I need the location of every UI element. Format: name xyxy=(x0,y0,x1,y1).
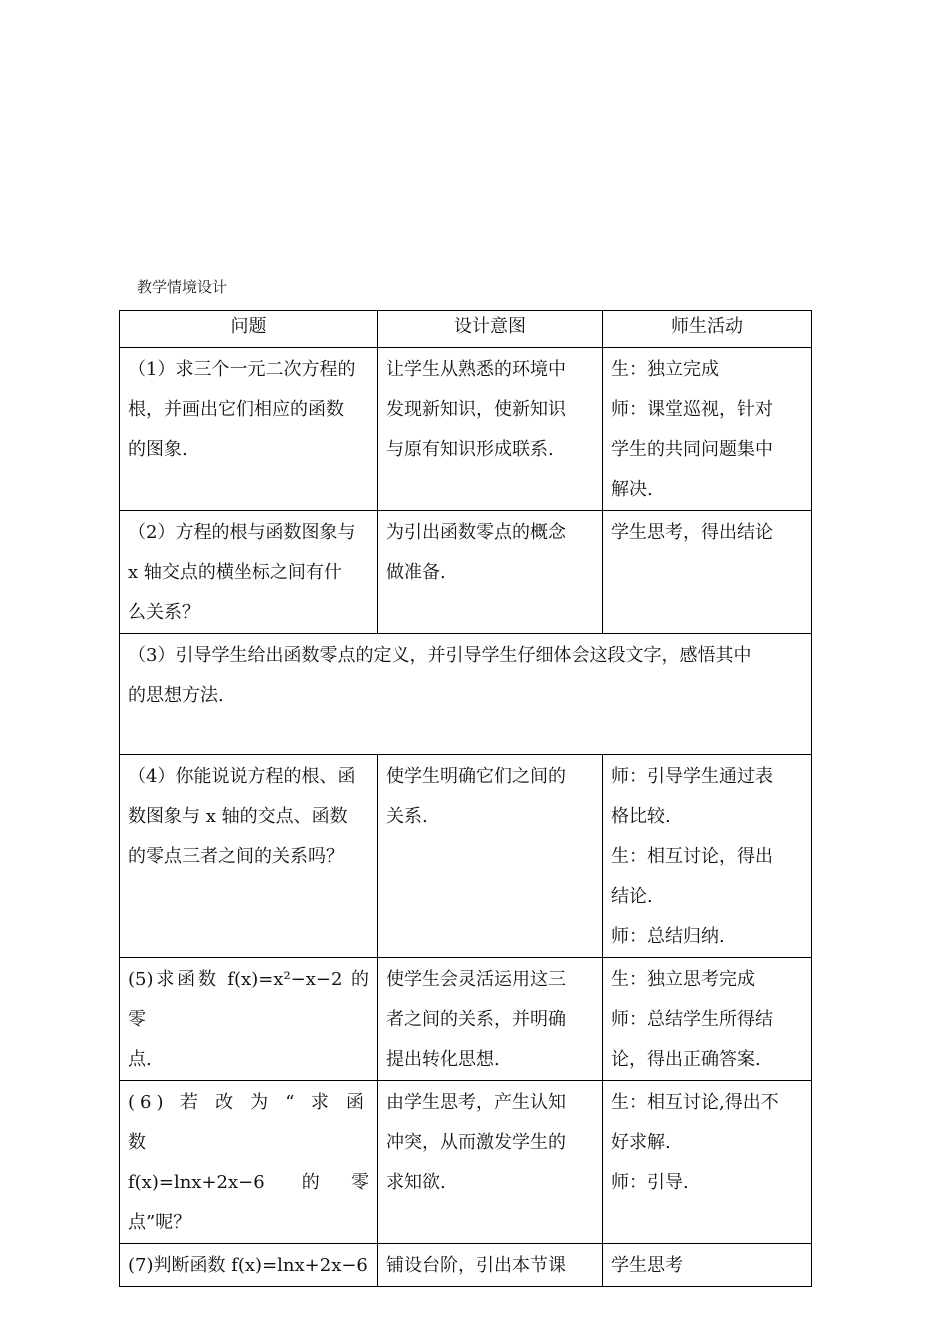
question-line: 的零点三者之间的关系吗？ xyxy=(128,846,344,867)
activity-line: 生：相互讨论,得出不 xyxy=(611,1092,779,1113)
activity-line: 师：引导. xyxy=(611,1172,689,1193)
question-line: （4）你能说说方程的根、函 xyxy=(128,766,356,787)
question-line: （1）求三个一元二次方程的 xyxy=(128,359,356,380)
activity-cell xyxy=(603,348,812,511)
intent-line: 铺设台阶，引出本节课 xyxy=(386,1255,566,1276)
question-cell xyxy=(120,958,378,1081)
activity-line: 师：引导学生通过表 xyxy=(611,766,773,787)
question-line: f(x)=lnx+2x−6 的零点”呢？ xyxy=(128,1172,369,1233)
table-row xyxy=(120,958,812,1081)
intent-line: 冲突，从而激发学生的 xyxy=(386,1132,566,1153)
table-row xyxy=(120,1244,812,1287)
intent-line: 由学生思考，产生认知 xyxy=(386,1092,566,1113)
header-intent: 设计意图 xyxy=(378,311,603,348)
question-cell xyxy=(120,1081,378,1244)
activity-line: 师：课堂巡视，针对 xyxy=(611,399,773,420)
activity-line: 论，得出正确答案. xyxy=(611,1049,761,1070)
intent-line: 关系. xyxy=(386,806,428,827)
intent-line: 者之间的关系，并明确 xyxy=(386,1009,566,1030)
section-caption: 教学情境设计 xyxy=(137,278,228,296)
activity-line: 学生的共同问题集中 xyxy=(611,439,773,460)
activity-line: 生：独立完成 xyxy=(611,359,719,380)
activity-line: 学生思考，得出结论 xyxy=(611,522,773,543)
activity-line: 师：总结归纳. xyxy=(611,926,725,947)
intent-cell xyxy=(378,755,603,958)
question-cell xyxy=(120,1244,378,1287)
intent-cell xyxy=(378,958,603,1081)
question-cell xyxy=(120,511,378,634)
intent-line: 求知欲. xyxy=(386,1172,446,1193)
question-line: 么关系？ xyxy=(128,602,200,623)
question-line: （2）方程的根与函数图象与 xyxy=(128,522,356,543)
teaching-design-table xyxy=(119,310,812,1287)
intent-line: 使学生明确它们之间的 xyxy=(386,766,566,787)
question-line: 数图象与 x 轴的交点、函数 xyxy=(128,806,348,827)
intent-cell xyxy=(378,1244,603,1287)
question-line: (5)求函数 f(x)=x²−x−2 的零 xyxy=(128,969,369,1030)
activity-cell xyxy=(603,1081,812,1244)
activity-cell xyxy=(603,958,812,1081)
merged-line: 的思想方法. xyxy=(128,685,224,706)
activity-line: 生：独立思考完成 xyxy=(611,969,755,990)
question-line: 根，并画出它们相应的函数 xyxy=(128,399,344,420)
activity-cell xyxy=(603,755,812,958)
table-row xyxy=(120,1081,812,1244)
intent-line: 为引出函数零点的概念 xyxy=(386,522,566,543)
activity-line: 解决. xyxy=(611,479,653,500)
question-line: 的图象. xyxy=(128,439,188,460)
intent-cell xyxy=(378,348,603,511)
header-question: 问题 xyxy=(120,311,378,348)
table-row xyxy=(120,755,812,958)
intent-line: 与原有知识形成联系. xyxy=(386,439,554,460)
question-cell xyxy=(120,755,378,958)
intent-line: 使学生会灵活运用这三 xyxy=(386,969,566,990)
activity-cell xyxy=(603,511,812,634)
table-header-row xyxy=(120,311,812,348)
table-row xyxy=(120,634,812,755)
question-line: 点. xyxy=(128,1049,152,1070)
activity-line: 学生思考 xyxy=(611,1255,683,1276)
table-row xyxy=(120,348,812,511)
activity-line: 格比较. xyxy=(611,806,671,827)
activity-line: 生：相互讨论，得出 xyxy=(611,846,773,867)
intent-line: 发现新知识，使新知识 xyxy=(386,399,566,420)
intent-line: 做准备. xyxy=(386,562,446,583)
activity-cell xyxy=(603,1244,812,1287)
question-line: x 轴交点的横坐标之间有什 xyxy=(128,562,342,583)
activity-line: 好求解. xyxy=(611,1132,671,1153)
merged-cell xyxy=(120,634,812,755)
header-activity: 师生活动 xyxy=(603,311,812,348)
activity-line: 结论. xyxy=(611,886,653,907)
activity-line: 师：总结学生所得结 xyxy=(611,1009,773,1030)
question-line: (6) 若 改 为 “ 求 函 数 xyxy=(128,1092,369,1153)
question-line: (7)判断函数 f(x)=lnx+2x−6 xyxy=(128,1255,368,1276)
intent-cell xyxy=(378,1081,603,1244)
table-row xyxy=(120,511,812,634)
question-cell xyxy=(120,348,378,511)
intent-cell xyxy=(378,511,603,634)
merged-line: （3）引导学生给出函数零点的定义，并引导学生仔细体会这段文字，感悟其中 xyxy=(128,645,752,666)
intent-line: 提出转化思想. xyxy=(386,1049,500,1070)
intent-line: 让学生从熟悉的环境中 xyxy=(386,359,566,380)
